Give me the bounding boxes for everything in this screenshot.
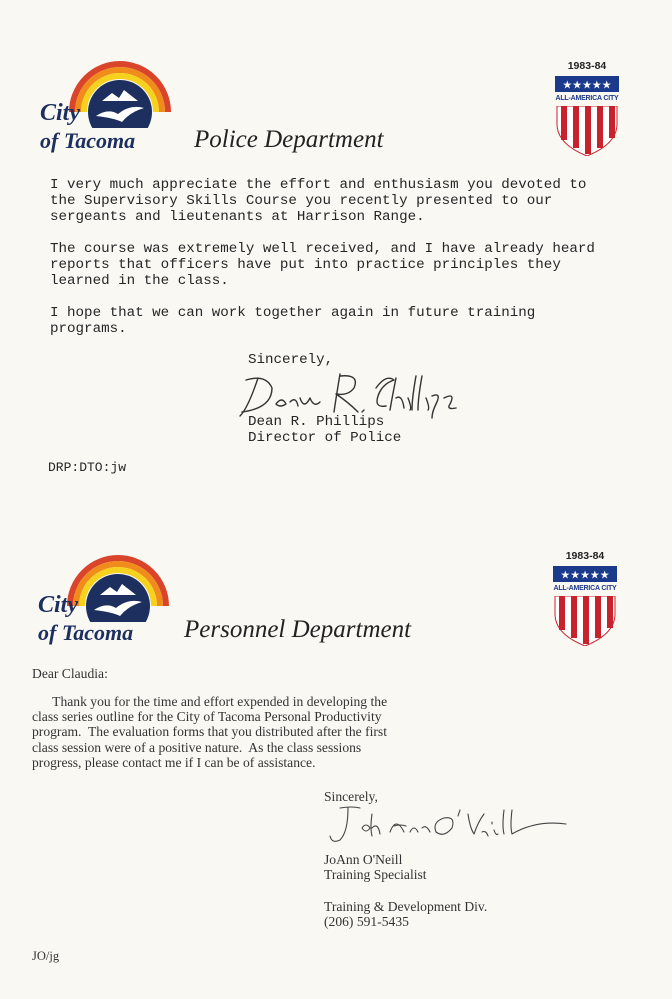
signature-drawing: [236, 368, 466, 420]
closing: Sincerely,: [248, 352, 334, 368]
badge-year: 1983-84: [565, 550, 605, 562]
closing: Sincerely,: [324, 789, 378, 804]
badge-stars-icon: [553, 566, 617, 582]
department-title: Personnel Department: [184, 616, 412, 643]
all-america-badge: [555, 60, 619, 156]
logo-tacoma-text: of Tacoma: [38, 620, 134, 645]
body-paragraph: Thank you for the time and effort expended in developing the class series outline for the City of Tacoma Personal Productivity program. The evaluation forms that you distributed after the first class session were of a positive nature. As the class sessions progress, please contact me if I can be of assistance.: [32, 694, 388, 770]
phone: (206) 591-5435: [324, 914, 409, 929]
signer-title: Director of Police: [248, 430, 402, 446]
badge-label: ALL-AMERICA CITY: [555, 95, 619, 102]
department-title: Police Department: [194, 126, 384, 153]
body-paragraph: I hope that we can work together again in future training programs.: [50, 305, 536, 337]
logo-tacoma-text: of Tacoma: [40, 128, 136, 153]
reference-initials: DRP:DTO:jw: [48, 460, 127, 475]
logo-city-text: City: [38, 592, 78, 618]
signer-name: Dean R. Phillips: [248, 414, 385, 430]
division: Training & Development Div.: [324, 899, 488, 914]
reference-initials: JO/jg: [32, 949, 60, 963]
all-america-badge: [553, 550, 617, 646]
signature-drawing: [326, 802, 576, 848]
badge-shield-icon: [553, 596, 617, 646]
signer-name: JoAnn O'Neill: [324, 852, 403, 867]
badge-label: ALL-AMERICA CITY: [553, 585, 617, 592]
salutation: Dear Claudia:: [32, 666, 108, 681]
city-logo: [36, 38, 176, 158]
badge-stars-icon: [555, 76, 619, 92]
body-paragraph: I very much appreciate the effort and enthusiasm you devoted to the Supervisory Skills Course you recently presented to our sergeants and lieutenants at Harrison Range.: [50, 177, 587, 225]
svg-text:★★★★★: ★★★★★: [560, 568, 610, 582]
svg-text:★★★★★: ★★★★★: [562, 78, 612, 92]
badge-shield-icon: [555, 106, 619, 156]
letter-personnel: [0, 500, 672, 999]
logo-city-text: City: [40, 100, 80, 126]
badge-year: 1983-84: [567, 60, 607, 72]
body-paragraph: The course was extremely well received, and I have already heard reports that officers have put into practice principles they learned in the class.: [50, 241, 595, 289]
signer-title: Training Specialist: [324, 867, 427, 882]
city-logo: [34, 532, 174, 652]
